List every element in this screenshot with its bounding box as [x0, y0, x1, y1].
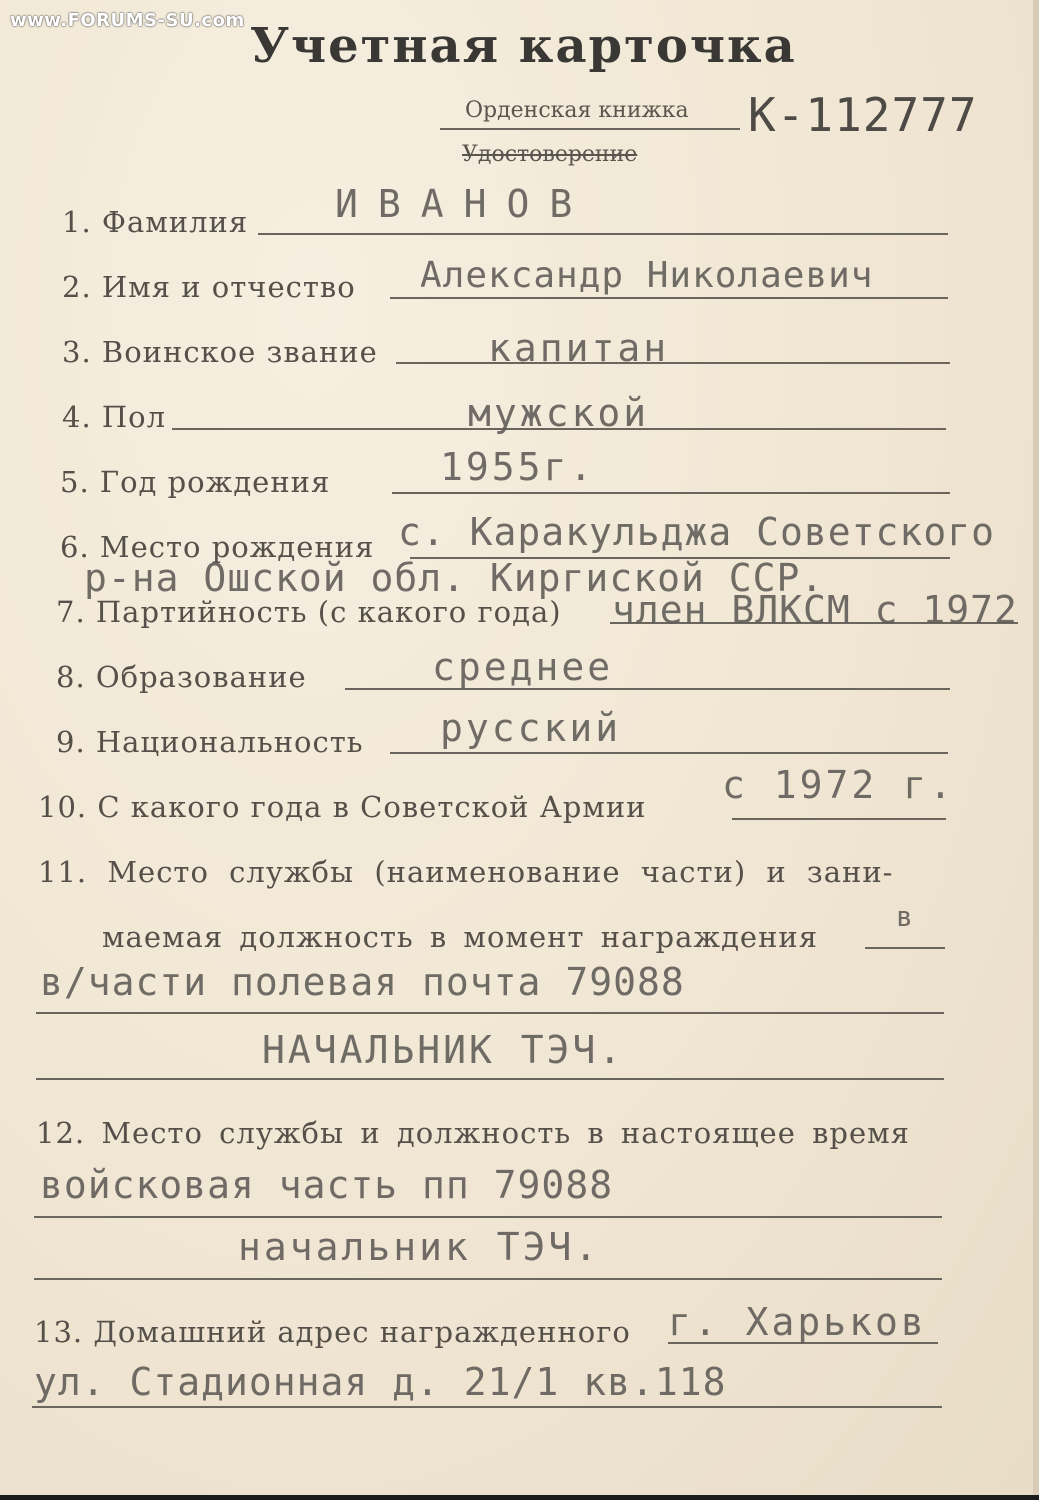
- field-service-label-2: маемая должность в момент награждения: [102, 920, 819, 954]
- field-party-value: член ВЛКСМ с 1972: [612, 588, 1018, 632]
- field-current-service-value-1: войсковая часть пп 79088: [40, 1163, 614, 1207]
- field-name-label: 2. Имя и отчество: [62, 270, 356, 304]
- certificate-label: Удостоверение: [462, 142, 638, 167]
- field-rank-label: 3. Воинское звание: [62, 335, 378, 369]
- field-service-line-1: [36, 1012, 944, 1014]
- bottom-border: [0, 1495, 1039, 1500]
- field-birth-year-line: [392, 492, 950, 494]
- field-birth-year-value: 1955г.: [440, 445, 596, 489]
- order-book-line: [440, 128, 740, 130]
- field-address-value-1: г. Харьков: [668, 1300, 927, 1344]
- field-sex-value: мужской: [468, 391, 650, 435]
- page-title: Учетная карточка: [250, 18, 797, 74]
- field-education-value: среднее: [432, 645, 614, 689]
- field-service-value-2: НАЧАЛЬНИК ТЭЧ.: [262, 1028, 625, 1072]
- field-army-since-value: с 1972 г.: [722, 763, 955, 807]
- field-army-since-line: [732, 818, 946, 820]
- field-current-service-value-2: начальник ТЭЧ.: [238, 1225, 601, 1269]
- field-nationality-label: 9. Национальность: [56, 725, 364, 759]
- field-current-service-line-1: [34, 1216, 942, 1218]
- field-address-label: 13. Домашний адрес награжденного: [34, 1315, 631, 1349]
- paper-right-edge: [1033, 0, 1039, 1500]
- field-sex-label: 4. Пол: [62, 400, 167, 434]
- field-surname-value: ИВАНОВ: [335, 182, 593, 226]
- field-name-line: [390, 297, 948, 299]
- field-service-line-2: [36, 1078, 944, 1080]
- field-rank-value: капитан: [488, 326, 670, 370]
- field-birthplace-value-1: с. Каракульджа Советского: [398, 510, 995, 554]
- field-service-value-end: в: [896, 900, 916, 933]
- field-rank-line: [396, 362, 950, 364]
- watermark: www.FORUMS-SU.com: [10, 10, 245, 31]
- field-current-service-label: 12. Место службы и должность в настоящее время: [36, 1116, 910, 1150]
- field-party-label: 7. Партийность (с какого года): [56, 595, 562, 629]
- serial-number: К-112777: [748, 88, 978, 142]
- field-service-value-1: в/части полевая почта 79088: [40, 960, 685, 1004]
- field-birth-year-label: 5. Год рождения: [60, 465, 331, 499]
- field-education-label: 8. Образование: [56, 660, 307, 694]
- field-birthplace-value-2: р-на Ошской обл. Киргиской ССР.: [84, 556, 825, 600]
- field-surname-line: [258, 233, 948, 235]
- field-service-line-0: [865, 947, 945, 949]
- field-name-value: Александр Николаевич: [420, 255, 874, 296]
- field-current-service-line-2: [34, 1278, 942, 1280]
- field-address-line-2: [32, 1406, 942, 1408]
- order-book-label: Орденская книжка: [465, 98, 689, 123]
- field-surname-label: 1. Фамилия: [62, 205, 249, 239]
- field-army-since-label: 10. С какого года в Советской Армии: [38, 790, 647, 824]
- field-nationality-line: [390, 752, 948, 754]
- field-service-label-1: 11. Место службы (наименование части) и зани-: [38, 855, 894, 889]
- field-nationality-value: русский: [440, 706, 622, 750]
- field-birthplace-label: 6. Место рождения: [60, 530, 375, 564]
- field-address-value-2: ул. Стадионная д. 21/1 кв.118: [34, 1360, 727, 1404]
